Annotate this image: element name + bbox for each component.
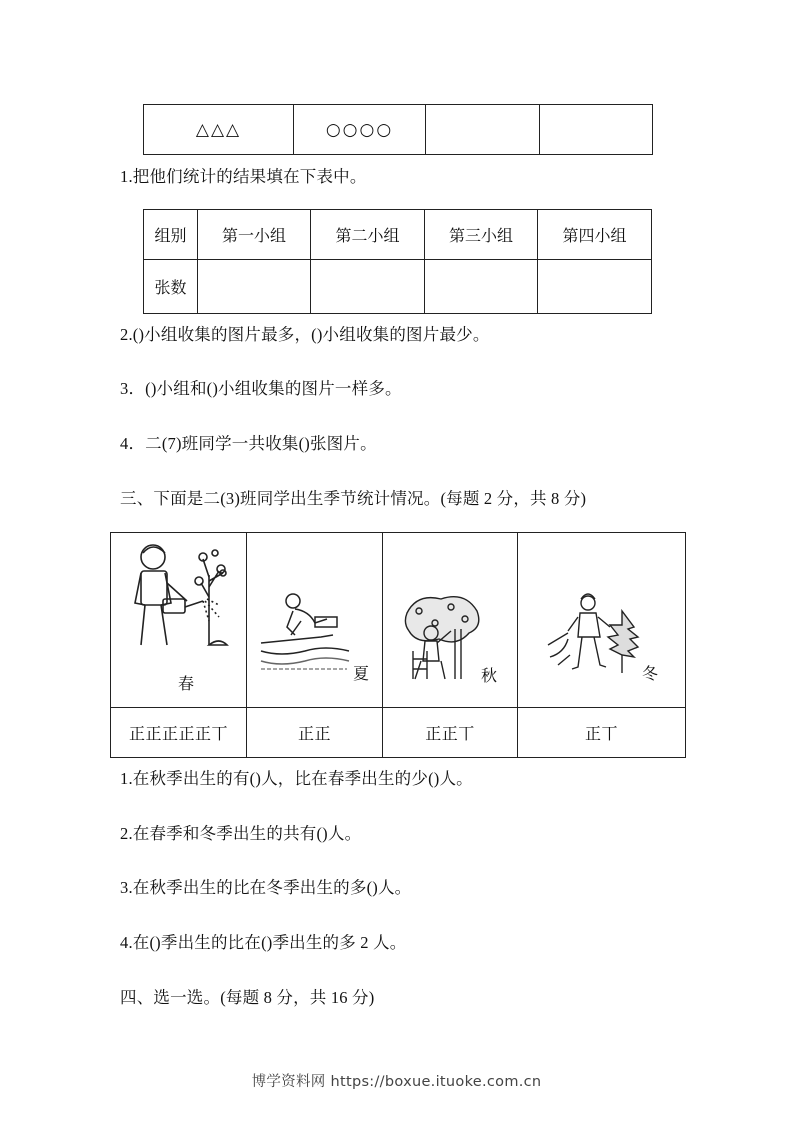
shape-tally-table (143, 104, 653, 155)
count-table (143, 209, 652, 314)
header-group-1: 第一小组 (198, 210, 311, 260)
footer-watermark: 博学资料网 https://boxue.ituoke.com.cn (251, 1074, 542, 1090)
shape-cell-triangles: △△△ (144, 105, 294, 155)
shape-cell-circles: ○○○○ (294, 105, 426, 155)
header-group-2: 第二小组 (311, 210, 425, 260)
tally-winter: 正丅 (518, 708, 686, 758)
header-group-3: 第三小组 (425, 210, 538, 260)
season-label-winter: 冬 (642, 664, 659, 683)
header-group: 组别 (144, 210, 198, 260)
season-label-spring: 春 (178, 674, 195, 693)
season-question-2: 2.在春季和冬季出生的共有()人。 (120, 824, 362, 843)
season-cell-winter (518, 533, 686, 708)
boy-swimming-icon (257, 591, 353, 677)
boy-picking-fruit-icon (401, 589, 481, 681)
season-question-4: 4.在()季出生的比在()季出生的多 2 人。 (120, 933, 407, 952)
section-4-title: 四、选一选。(每题 8 分，共 16 分) (120, 988, 375, 1007)
boy-watering-tree-icon (123, 537, 235, 649)
question-2: 2.()小组收集的图片最多，()小组收集的图片最少。 (120, 325, 490, 344)
season-cell-autumn (383, 533, 518, 708)
question-1: 1.把他们统计的结果填在下表中。 (120, 167, 367, 186)
boy-in-snow-icon (544, 591, 648, 675)
count-cell-1[interactable] (198, 260, 311, 314)
shape-cell-empty (426, 105, 540, 155)
question-3: 3．()小组和()小组收集的图片一样多。 (120, 379, 402, 398)
header-group-4: 第四小组 (538, 210, 652, 260)
season-label-autumn: 秋 (481, 666, 498, 685)
season-question-3: 3.在秋季出生的比在冬季出生的多()人。 (120, 878, 412, 897)
row-label-count: 张数 (144, 260, 198, 314)
count-cell-2[interactable] (311, 260, 425, 314)
tally-spring: 正正正正正丅 (111, 708, 247, 758)
question-4: 4．二(7)班同学一共收集()张图片。 (120, 434, 377, 453)
tally-autumn: 正正丅 (383, 708, 518, 758)
season-label-summer: 夏 (353, 664, 370, 683)
season-cell-spring (111, 533, 247, 708)
shape-cell-empty (540, 105, 653, 155)
season-table (110, 532, 686, 758)
season-cell-summer (247, 533, 383, 708)
season-question-1: 1.在秋季出生的有()人，比在春季出生的少()人。 (120, 769, 473, 788)
count-cell-4[interactable] (538, 260, 652, 314)
section-3-title: 三、下面是二(3)班同学出生季节统计情况。(每题 2 分，共 8 分) (120, 489, 587, 508)
count-cell-3[interactable] (425, 260, 538, 314)
tally-summer: 正正 (247, 708, 383, 758)
